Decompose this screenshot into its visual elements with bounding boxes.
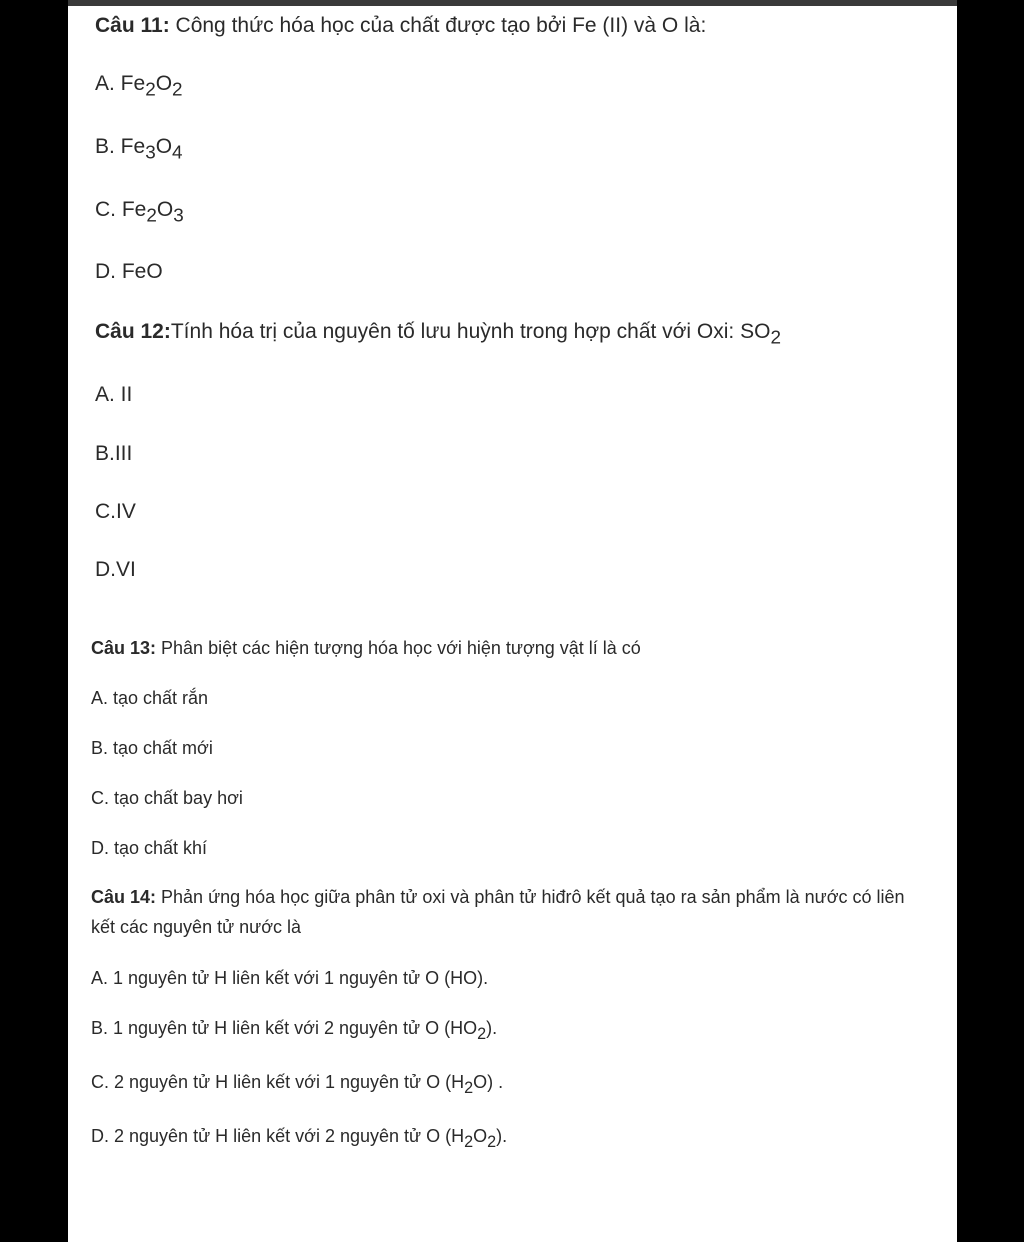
q14-option-b <box>91 1018 498 1043</box>
question-text: Phân biệt các hiện tượng hóa học với hiện tượng vật lí là có <box>156 638 641 658</box>
option-text: C. 2 nguyên tử H liên kết với 1 nguyên tử O (H <box>91 1072 465 1092</box>
option-text: B. Fe <box>95 135 146 158</box>
question-label: Câu 13: <box>91 638 157 658</box>
subscript: 3 <box>173 205 184 227</box>
q14-option-a <box>91 968 488 989</box>
q12-option-c <box>95 500 136 524</box>
question-text: Phản ứng hóa học giữa phân tử oxi và phân tử hiđrô kết quả tạo ra sản phẩm là nước có liên kết các nguyên tử nước là <box>91 887 905 937</box>
subscript: 2 <box>464 1078 474 1097</box>
option-text: D. FeO <box>95 260 163 283</box>
subscript: 2 <box>770 327 781 349</box>
q13-option-d <box>91 838 207 859</box>
document-page <box>68 6 957 1242</box>
question-label: Câu 14: <box>91 887 157 907</box>
question-13 <box>91 638 641 659</box>
option-text: O <box>155 72 173 95</box>
question-label: Câu 11: <box>95 14 170 37</box>
option-text: O <box>473 1126 488 1146</box>
option-text: B. 1 nguyên tử H liên kết với 2 nguyên tử O (HO <box>91 1018 478 1038</box>
q13-option-c <box>91 788 243 809</box>
option-text: A. tạo chất rắn <box>91 688 209 708</box>
option-text: ). <box>496 1126 508 1146</box>
subscript: 2 <box>477 1024 487 1043</box>
option-text: D. tạo chất khí <box>91 838 208 858</box>
question-text: Tính hóa trị của nguyên tố lưu huỳnh trong hợp chất với Oxi: SO <box>170 320 771 343</box>
q14-option-d <box>91 1126 508 1151</box>
option-text: O) . <box>473 1072 504 1092</box>
subscript: 2 <box>172 79 183 101</box>
q12-option-d <box>95 558 136 582</box>
option-text: D. 2 nguyên tử H liên kết với 2 nguyên tử O (H <box>91 1126 465 1146</box>
option-text: A. 1 nguyên tử H liên kết với 1 nguyên tử O (HO). <box>91 968 489 988</box>
question-11 <box>95 14 706 38</box>
subscript: 2 <box>464 1132 474 1151</box>
option-text: A. Fe <box>95 72 146 95</box>
q11-option-d <box>95 260 163 284</box>
option-text: C. Fe <box>95 198 147 221</box>
subscript: 2 <box>145 79 156 101</box>
q12-option-b <box>95 442 132 466</box>
option-text: B.III <box>95 442 133 465</box>
option-text: A. II <box>95 383 133 406</box>
q11-option-a <box>95 72 183 101</box>
option-text: B. tạo chất mới <box>91 738 213 758</box>
option-text: D.VI <box>95 558 136 581</box>
question-label: Câu 12: <box>95 320 171 343</box>
q11-option-b <box>95 135 183 164</box>
subscript: 4 <box>172 142 183 164</box>
question-text: Công thức hóa học của chất được tạo bởi Fe (II) và O là: <box>169 14 707 37</box>
option-text: C. tạo chất bay hơi <box>91 788 243 808</box>
option-text: O <box>156 198 174 221</box>
q12-option-a <box>95 383 132 407</box>
subscript: 3 <box>145 142 156 164</box>
question-12 <box>95 320 781 349</box>
q11-option-c <box>95 198 184 227</box>
q14-option-c <box>91 1072 504 1097</box>
subscript: 2 <box>487 1132 497 1151</box>
q13-option-b <box>91 738 213 759</box>
option-text: ). <box>486 1018 498 1038</box>
subscript: 2 <box>146 205 157 227</box>
question-14 <box>91 882 921 942</box>
option-text: O <box>155 135 173 158</box>
option-text: C.IV <box>95 500 136 523</box>
q13-option-a <box>91 688 208 709</box>
